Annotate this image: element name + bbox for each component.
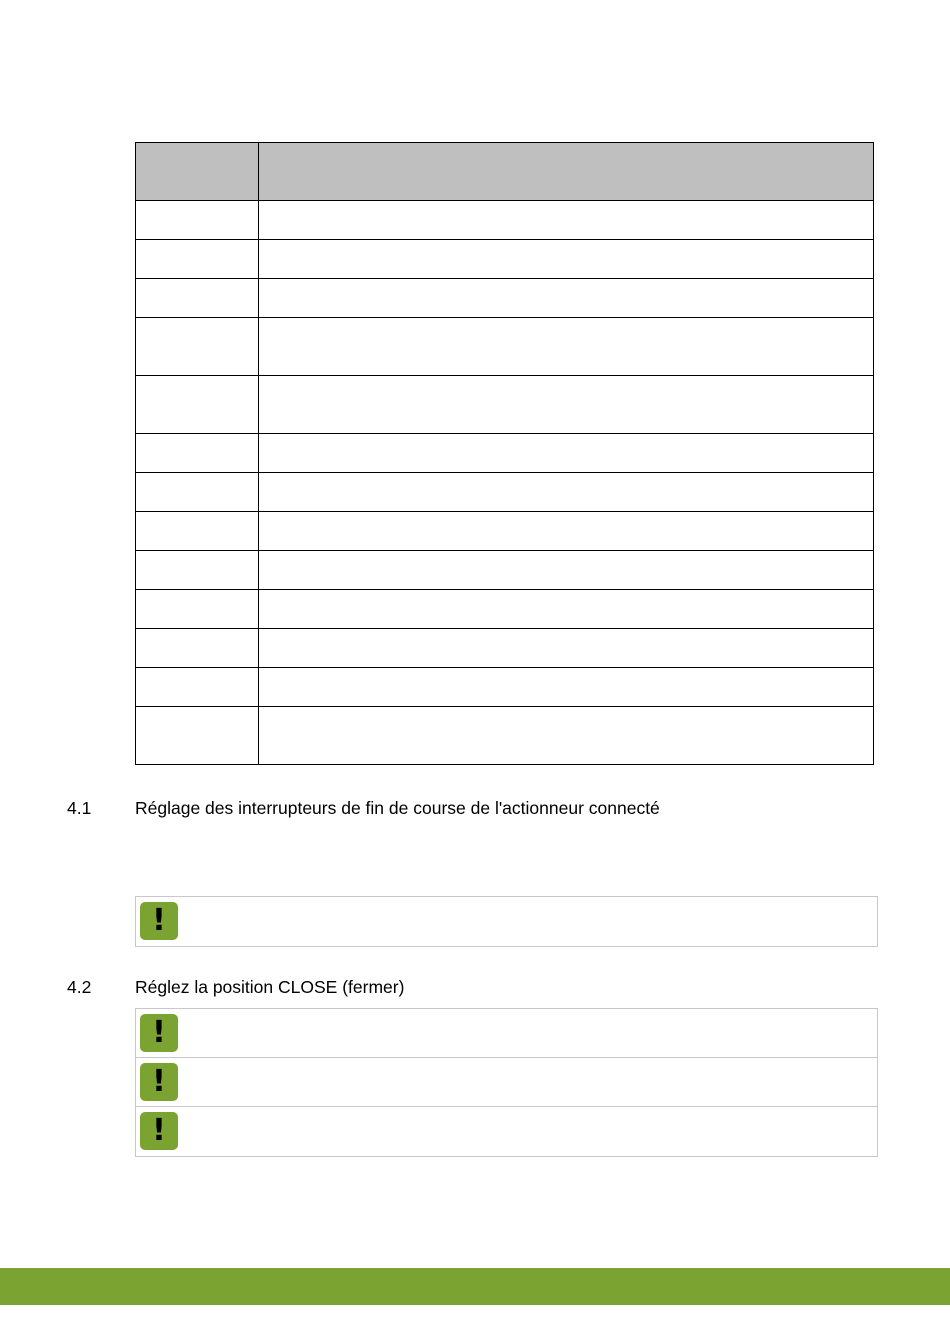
table-cell — [136, 434, 259, 473]
table-header-cell — [259, 143, 874, 201]
table-cell — [136, 376, 259, 434]
table-cell — [136, 629, 259, 668]
section-title: Réglage des interrupteurs de fin de course de l'actionneur connecté — [135, 798, 660, 818]
note-box-4-1 — [135, 896, 878, 947]
table-header-row — [136, 143, 874, 201]
table-cell — [259, 512, 874, 551]
table-row — [136, 512, 874, 551]
table-header-cell — [136, 143, 259, 201]
table-cell — [259, 240, 874, 279]
note-row — [136, 1107, 877, 1156]
table-cell — [259, 629, 874, 668]
table-row — [136, 473, 874, 512]
table-row — [136, 707, 874, 765]
table-cell — [259, 318, 874, 376]
footer-bar — [0, 1268, 950, 1305]
table-row — [136, 590, 874, 629]
table-row — [136, 668, 874, 707]
table-cell — [259, 434, 874, 473]
note-box-4-2 — [135, 1008, 878, 1157]
table-row — [136, 434, 874, 473]
table-cell — [136, 707, 259, 765]
table-cell — [259, 201, 874, 240]
table-cell — [259, 376, 874, 434]
note-row — [136, 1058, 877, 1107]
exclamation-icon: ! — [140, 1063, 178, 1101]
table-cell — [136, 668, 259, 707]
table-cell — [259, 473, 874, 512]
exclamation-icon: ! — [140, 1014, 178, 1052]
table-row — [136, 551, 874, 590]
table-cell — [136, 473, 259, 512]
table-row — [136, 376, 874, 434]
table-cell — [259, 590, 874, 629]
table-cell — [136, 240, 259, 279]
exclamation-icon: ! — [140, 902, 178, 940]
table-row — [136, 201, 874, 240]
table-cell — [136, 201, 259, 240]
section-title: Réglez la position CLOSE (fermer) — [135, 977, 405, 997]
table-cell — [136, 590, 259, 629]
note-row — [136, 897, 877, 946]
table-cell — [259, 279, 874, 318]
exclamation-icon: ! — [140, 1112, 178, 1150]
table-cell — [259, 668, 874, 707]
section-number: 4.2 — [67, 977, 92, 997]
table-cell — [136, 318, 259, 376]
table-row — [136, 318, 874, 376]
specification-table — [135, 142, 874, 765]
table-cell — [259, 707, 874, 765]
table-cell — [136, 512, 259, 551]
note-row — [136, 1009, 877, 1058]
table-row — [136, 240, 874, 279]
table-row — [136, 629, 874, 668]
table-cell — [259, 551, 874, 590]
table-cell — [136, 279, 259, 318]
section-number: 4.1 — [67, 798, 92, 818]
table-row — [136, 279, 874, 318]
table-cell — [136, 551, 259, 590]
